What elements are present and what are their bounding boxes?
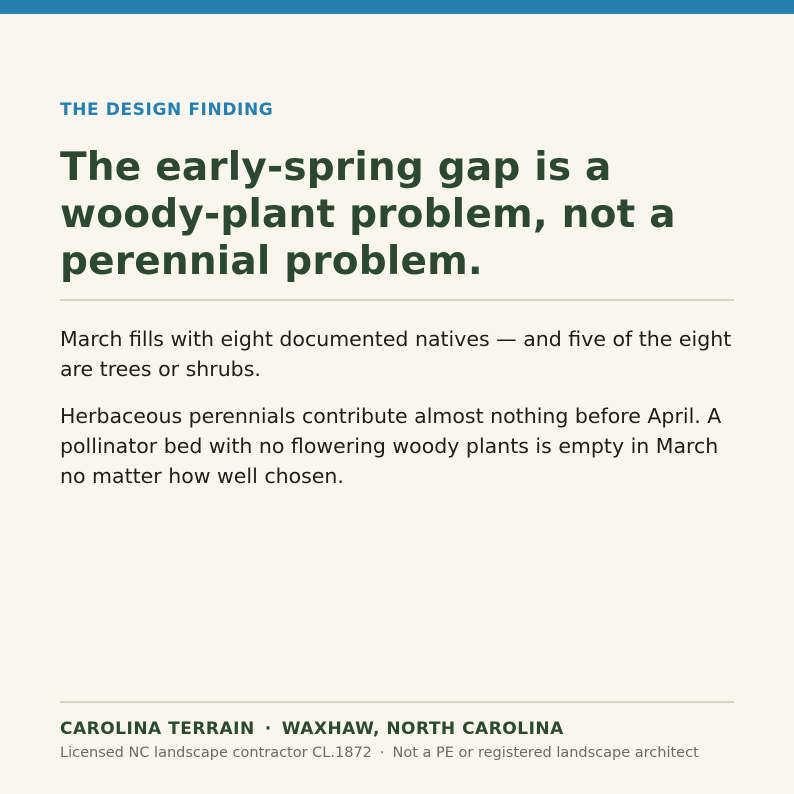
footer-license-line — [60, 744, 699, 763]
top-divider — [60, 299, 734, 301]
license-separator: · — [379, 745, 385, 761]
brand-location: WAXHAW, NORTH CAROLINA — [281, 719, 564, 739]
top-accent-bar — [0, 0, 794, 14]
body-paragraph-second: Herbaceous perennials contribute almost nothing before April. A pollinator bed with no flowering woody plants is empty in March no matter how well chosen. — [60, 404, 722, 488]
license-disclaimer: Not a PE or registered landscape architect — [392, 745, 699, 761]
license-number: Licensed NC landscape contractor CL.1872 — [60, 745, 372, 761]
brand-separator: · — [264, 719, 272, 739]
footer-brand-line — [60, 718, 564, 740]
headline: The early-spring gap is a woody-plant problem, not a perennial problem. — [60, 145, 676, 284]
body-paragraph-first: March fills with eight documented natives — and five of the eight are trees or shrubs. — [60, 327, 732, 381]
footer-divider — [60, 701, 734, 703]
brand-name: CAROLINA TERRAIN — [60, 719, 255, 739]
eyebrow-label: THE DESIGN FINDING — [60, 100, 274, 120]
